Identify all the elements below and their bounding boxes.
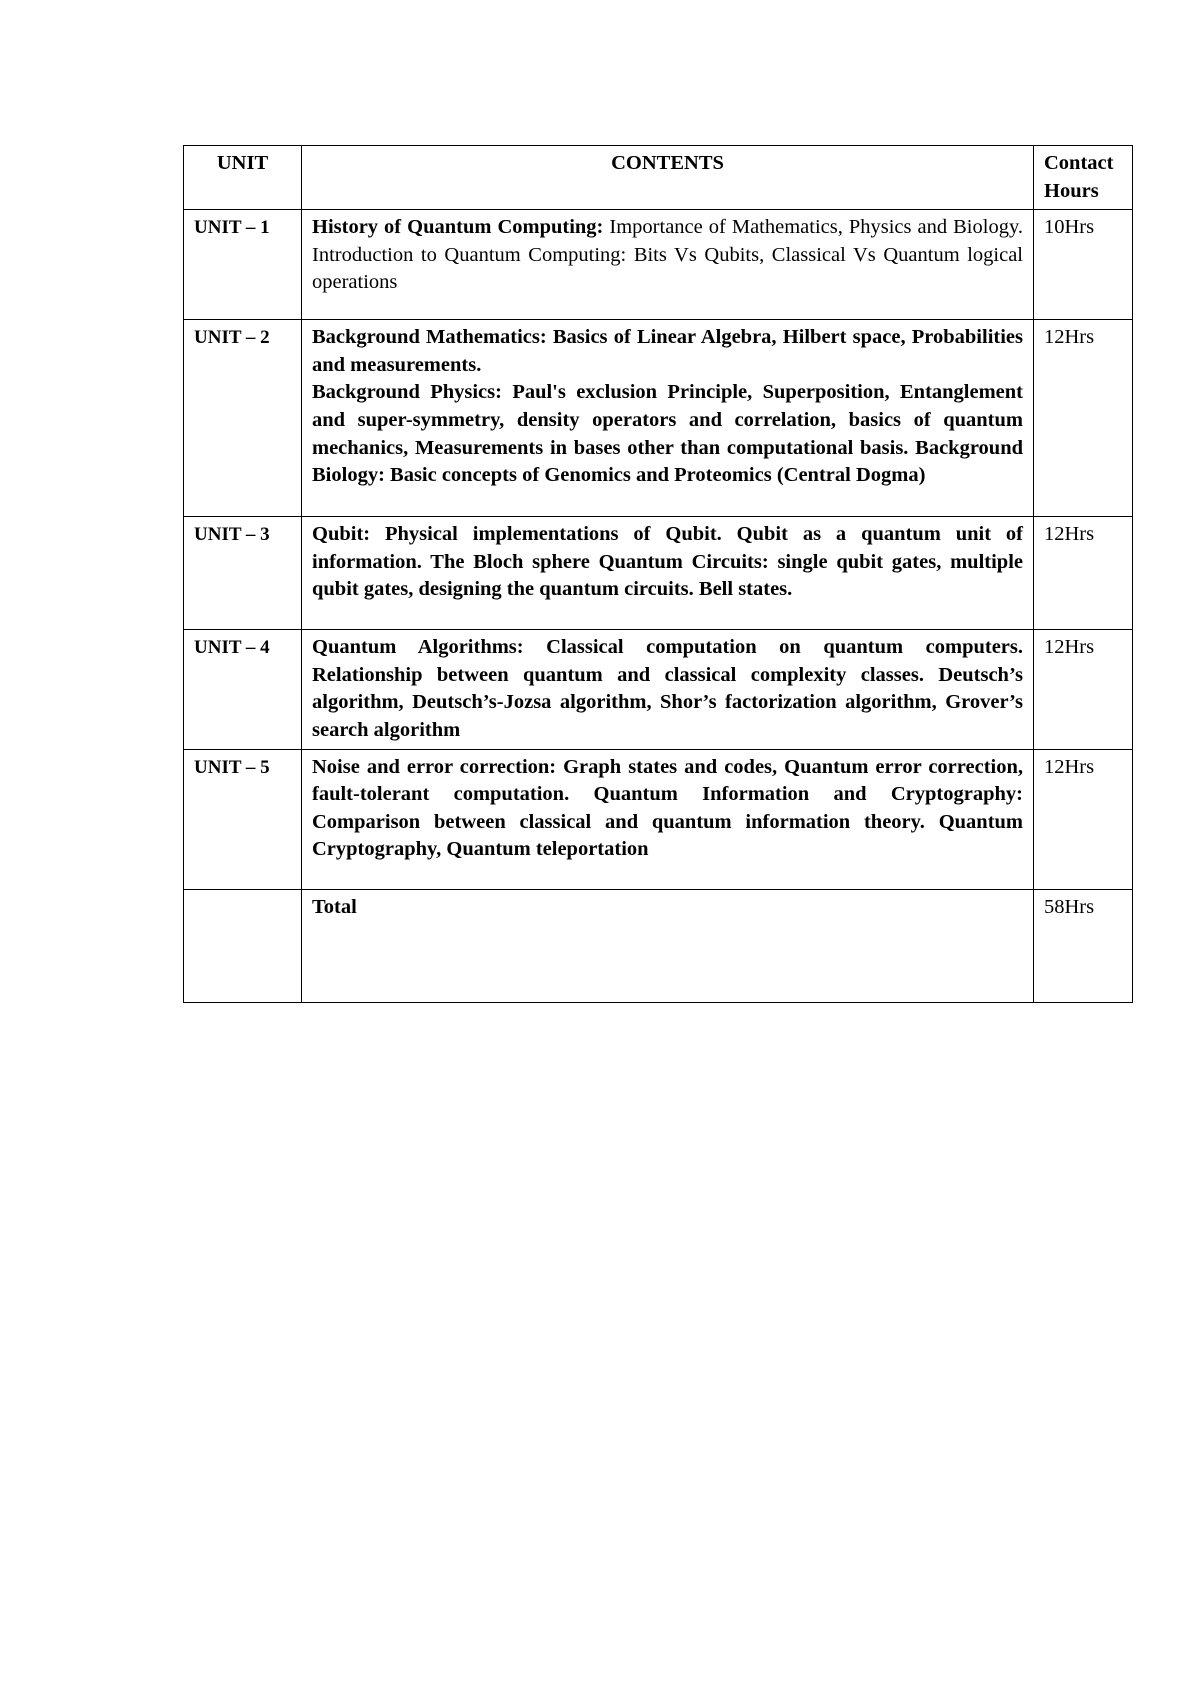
unit-label: UNIT – 1 bbox=[194, 217, 270, 239]
unit-cell bbox=[184, 517, 302, 630]
hours-cell: 12Hrs bbox=[1034, 630, 1133, 749]
unit-topic-title: History of Quantum Computing: bbox=[312, 216, 604, 239]
header-contents: CONTENTS bbox=[302, 146, 1034, 210]
unit-cell bbox=[184, 210, 302, 320]
hours-cell: 12Hrs bbox=[1034, 749, 1133, 889]
unit-cell bbox=[184, 320, 302, 517]
total-label: Total bbox=[302, 889, 1034, 1002]
unit-label: UNIT – 4 bbox=[194, 637, 270, 659]
hours-cell: 12Hrs bbox=[1034, 320, 1133, 517]
table-header-row bbox=[184, 146, 1133, 210]
contents-paragraph: Background Mathematics: Basics of Linear Algebra, Hilbert space, Probabilities and measurements. bbox=[312, 326, 1023, 376]
contents-cell bbox=[302, 320, 1034, 517]
unit-topic-text: Importance of Mathematics, Physics and Biology. Introduction to Quantum Computing: Bits Vs Qubits, Classical Vs Quantum logical operations bbox=[312, 216, 1023, 294]
unit-cell bbox=[184, 749, 302, 889]
table-row bbox=[184, 630, 1133, 749]
hours-cell: 10Hrs bbox=[1034, 210, 1133, 320]
contents-cell: Qubit: Physical implementations of Qubit. Qubit as a quantum unit of information. The Bloch sphere Quantum Circuits: single qubit gates, multiple qubit gates, designing the quantum circuits. Bell states. bbox=[302, 517, 1034, 630]
unit-cell bbox=[184, 630, 302, 749]
table-row bbox=[184, 517, 1133, 630]
table-row bbox=[184, 210, 1133, 320]
table-row bbox=[184, 320, 1133, 517]
total-hours: 58Hrs bbox=[1034, 889, 1133, 1002]
header-unit: UNIT bbox=[184, 146, 302, 210]
header-contact-hours: Contact Hours bbox=[1034, 146, 1133, 210]
hours-cell: 12Hrs bbox=[1034, 517, 1133, 630]
total-row bbox=[184, 889, 1133, 1002]
unit-label: UNIT – 2 bbox=[194, 327, 270, 349]
table-row bbox=[184, 749, 1133, 889]
contents-cell bbox=[302, 210, 1034, 320]
syllabus-table bbox=[183, 145, 1133, 1003]
contents-cell: Quantum Algorithms: Classical computation on quantum computers. Relationship between quantum and classical complexity classes. Deutsch’s algorithm, Deutsch’s-Jozsa algorithm, Shor’s factorization algorithm, Grover’s search algorithm bbox=[302, 630, 1034, 749]
unit-label: UNIT – 5 bbox=[194, 756, 270, 778]
contents-paragraph: Background Physics: Paul's exclusion Principle, Superposition, Entanglement and super-symmetry, density operators and correlation, basics of quantum mechanics, Measurements in bases other than computational basis. Background Biology: Basic concepts of Genomics and Proteomics (Central Dogma) bbox=[312, 381, 1023, 487]
unit-label: UNIT – 3 bbox=[194, 524, 270, 546]
empty-unit-cell bbox=[184, 889, 302, 1002]
contents-cell: Noise and error correction: Graph states and codes, Quantum error correction, fault-tolerant computation. Quantum Information and Cryptography: Comparison between classical and quantum information theory. Quantum Cryptography, Quantum teleportation bbox=[302, 749, 1034, 889]
